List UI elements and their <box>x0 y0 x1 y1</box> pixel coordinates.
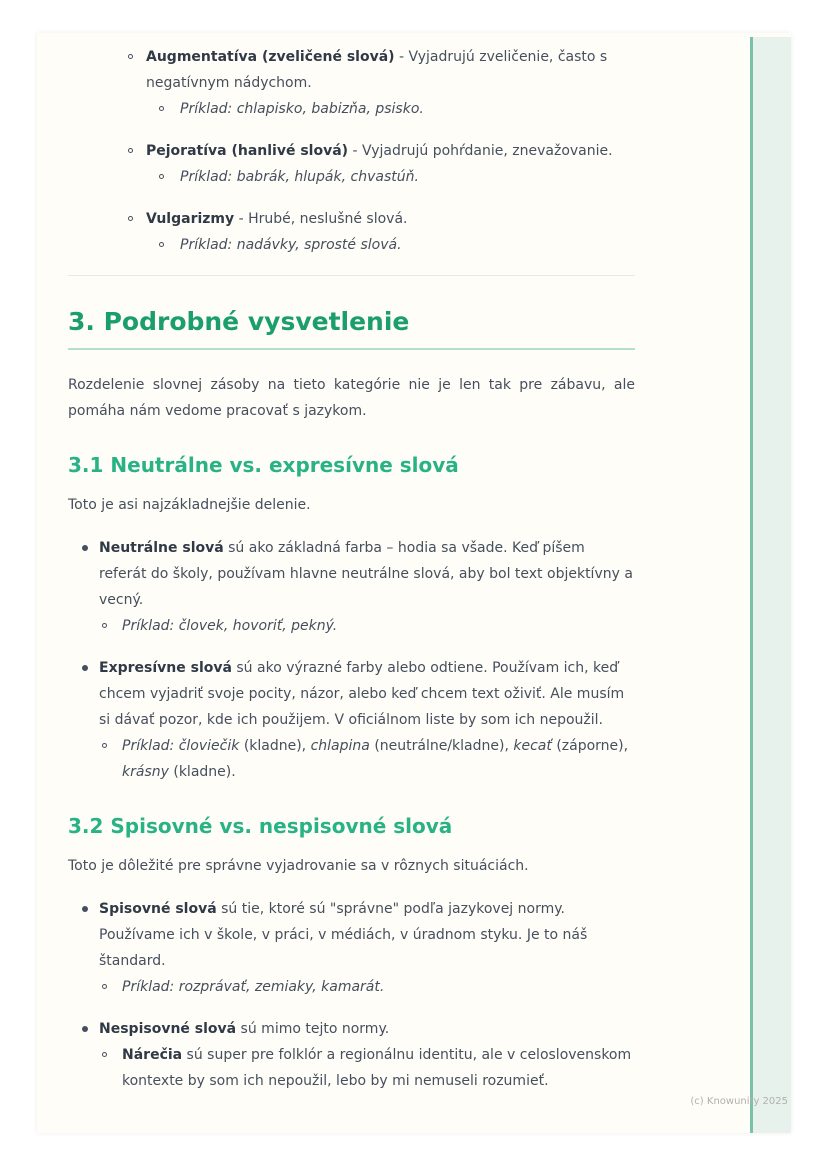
standard-vs-nonstandard-list <box>68 896 635 1094</box>
text-run: sú tie, ktoré sú "správne" podľa jazykovej normy. Používame ich v škole, v práci, v médiách, v úradnom styku. Je to náš štandard. <box>99 901 588 969</box>
sub-list <box>146 232 635 258</box>
text-run: - Vyjadrujú zveličenie, často s negatívnym nádychom. <box>146 49 608 91</box>
list-item-text <box>122 979 384 995</box>
accent-bar <box>750 37 791 1133</box>
list-item <box>68 44 635 122</box>
text-run: Spisovné slová <box>99 901 217 917</box>
bullet-circle-icon <box>128 54 133 59</box>
bullet-circle-icon <box>102 743 107 748</box>
bullet-circle-icon <box>159 106 164 111</box>
list-item <box>146 96 635 122</box>
list-item-text <box>122 1047 631 1089</box>
sub-list <box>99 1042 635 1094</box>
list-item <box>146 232 635 258</box>
page-content <box>68 33 635 1094</box>
list-item-text <box>180 101 424 117</box>
list-item-text <box>146 143 613 159</box>
text-run: Neutrálne slová <box>99 540 224 556</box>
list-item <box>99 1042 635 1094</box>
list-item <box>146 164 635 190</box>
text-run: Príklad: babrák, hlupák, chvastúň. <box>180 169 419 185</box>
text-run: sú mimo tejto normy. <box>236 1021 390 1037</box>
bullet-disc-icon <box>82 665 88 671</box>
subsection-heading-31: 3.1 Neutrálne vs. expresívne slová <box>68 453 459 477</box>
expressive-words-list <box>68 44 635 258</box>
list-item <box>68 535 635 639</box>
text-run: Príklad: človek, hovoriť, pekný. <box>122 618 338 634</box>
bullet-disc-icon <box>82 906 88 912</box>
list-item <box>68 896 635 1000</box>
text-run: Príklad: nadávky, sprosté slová. <box>180 237 402 253</box>
text-run: Príklad: chlapisko, babizňa, psisko. <box>180 101 424 117</box>
section-heading: 3. Podrobné vysvetlenie <box>68 305 635 350</box>
subsection-lead-32: Toto je dôležité pre správne vyjadrovanie sa v rôznych situáciách. <box>68 858 529 874</box>
list-item <box>99 733 635 785</box>
neutral-vs-expressive-list <box>68 535 635 785</box>
text-run: Vulgarizmy <box>146 211 235 227</box>
text-run: Augmentatíva (zveličené slová) <box>146 49 395 65</box>
text-run: (kladne), <box>243 738 311 754</box>
list-item <box>68 655 635 785</box>
section-divider <box>68 275 635 276</box>
text-run: (záporne), <box>551 738 629 754</box>
list-item <box>68 1016 635 1094</box>
list-item-text <box>180 237 402 253</box>
bullet-circle-icon <box>102 1052 107 1057</box>
text-run: kecať <box>513 738 552 754</box>
bullet-circle-icon <box>159 242 164 247</box>
text-run: - Hrubé, neslušné slová. <box>234 211 408 227</box>
section-intro: Rozdelenie slovnej zásoby na tieto kategórie nie je len tak pre zábavu, ale pomáha nám vedome pracovať s jazykom. <box>68 377 635 419</box>
text-run: Nespisovné slová <box>99 1021 237 1037</box>
list-item-text <box>146 49 607 91</box>
text-run: Expresívne slová <box>99 660 232 676</box>
list-item-text <box>99 660 624 728</box>
text-run: (neutrálne/kladne), <box>374 738 514 754</box>
list-item-text <box>146 211 408 227</box>
bullet-disc-icon <box>82 1026 88 1032</box>
document-page <box>37 33 791 1133</box>
sub-list <box>99 974 635 1000</box>
list-item <box>68 206 635 258</box>
sub-list <box>146 164 635 190</box>
list-item <box>99 613 635 639</box>
bullet-disc-icon <box>82 545 88 551</box>
bullet-circle-icon <box>159 174 164 179</box>
list-item-text <box>122 738 628 780</box>
text-run: krásny <box>122 764 174 780</box>
subsection-lead-31: Toto je asi najzákladnejšie delenie. <box>68 497 311 513</box>
list-item <box>68 138 635 190</box>
copyright-watermark: (c) Knowunity 2025 <box>690 1096 788 1107</box>
text-run: Nárečia <box>122 1047 183 1063</box>
text-run: sú super pre folklór a regionálnu identitu, ale v celoslovenskom kontexte by som ich nepoužil, lebo by mi nemuseli rozumieť. <box>122 1047 632 1089</box>
bullet-circle-icon <box>102 984 107 989</box>
list-item-text <box>99 1021 389 1037</box>
bullet-circle-icon <box>128 216 133 221</box>
text-run: Pejoratíva (hanlivé slová) <box>146 143 349 159</box>
text-run: Príklad: rozprávať, zemiaky, kamarát. <box>122 979 385 995</box>
list-item <box>99 974 635 1000</box>
list-item-text <box>122 618 337 634</box>
list-item-text <box>180 169 419 185</box>
text-run: Príklad: človiečik <box>122 738 244 754</box>
sub-list <box>99 613 635 639</box>
sub-list <box>99 733 635 785</box>
text-run: sú ako výrazné farby alebo odtiene. Používam ich, keď chcem vyjadriť svoje pocity, názor, alebo keď chcem text oživiť. Ale musím si dávať pozor, kde ich použijem. V oficiálnom liste by som ich nepoužil. <box>99 660 625 728</box>
text-run: - Vyjadrujú pohŕdanie, znevažovanie. <box>348 143 613 159</box>
list-item-text <box>99 540 633 608</box>
text-run: (kladne). <box>173 764 236 780</box>
list-item-text <box>99 901 587 969</box>
subsection-heading-32: 3.2 Spisovné vs. nespisovné slová <box>68 814 453 838</box>
bullet-circle-icon <box>128 148 133 153</box>
sub-list <box>146 96 635 122</box>
text-run: sú ako základná farba – hodia sa všade. Keď píšem referát do školy, používam hlavne neutrálne slová, aby bol text objektívny a vecný. <box>99 540 633 608</box>
text-run: chlapina <box>310 738 375 754</box>
bullet-circle-icon <box>102 623 107 628</box>
